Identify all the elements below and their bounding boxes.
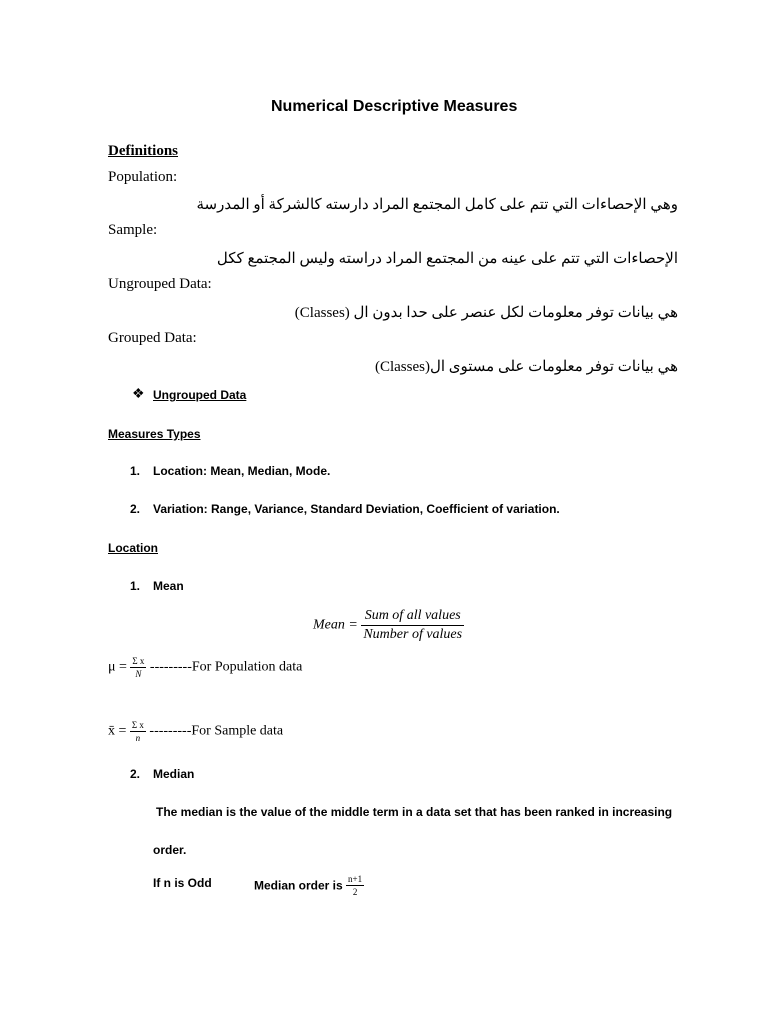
measure-item-number: 2.	[130, 502, 141, 516]
ungrouped-definition-ar: هي بيانات توفر معلومات لكل عنصر على حدا بدون ال (Classes)	[294, 305, 678, 321]
fraction-bar	[346, 885, 364, 886]
ungrouped-data-label: Ungrouped Data:	[108, 276, 212, 292]
ungrouped-data-heading: Ungrouped Data	[153, 388, 247, 402]
median-odd-label: If n is Odd	[153, 876, 212, 890]
median-label: Median	[153, 767, 195, 781]
sample-definition-ar: الإحصاءات التي تتم على عينه من المجتمع المراد دراسته وليس المجتمع ككل	[216, 251, 678, 267]
mean-item-number: 1.	[130, 579, 141, 593]
measure-item-variation: Variation: Range, Variance, Standard Deviation, Coefficient of variation.	[153, 502, 560, 516]
fraction-bar	[130, 667, 146, 668]
mean-fraction	[361, 608, 464, 643]
sample-label: Sample:	[108, 222, 158, 238]
page-title: Numerical Descriptive Measures	[271, 98, 518, 115]
mean-formula	[313, 608, 464, 643]
mu-symbol: μ =	[108, 659, 127, 675]
sample-data-note: ---------For Sample data	[149, 723, 284, 739]
population-label: Population:	[108, 169, 178, 185]
median-order-denominator: 2	[352, 887, 358, 897]
median-order-formula	[254, 874, 364, 897]
population-mean-denominator: N	[135, 669, 142, 679]
sample-mean-fraction	[130, 720, 146, 743]
location-heading: Location	[108, 541, 158, 555]
mean-denominator: Number of values	[363, 627, 463, 642]
population-mean-numerator: Σ x	[132, 656, 145, 666]
grouped-definition-ar: هي بيانات توفر معلومات على مستوى ال(Classes)	[374, 359, 678, 375]
x-bar-symbol: x̄ =	[108, 723, 127, 739]
mean-formula-lhs: Mean =	[313, 617, 358, 633]
sample-mean-formula	[108, 720, 283, 743]
measure-item-number: 1.	[130, 464, 141, 478]
median-order-label: Median order is	[254, 878, 343, 893]
median-order-fraction	[346, 874, 364, 897]
population-mean-formula	[108, 656, 302, 679]
measure-item-location: Location: Mean, Median, Mode.	[153, 464, 331, 478]
mean-numerator: Sum of all values	[364, 608, 461, 623]
sample-mean-numerator: Σ x	[131, 720, 144, 730]
median-order-numerator: n+1	[348, 874, 363, 884]
definitions-heading: Definitions	[108, 143, 179, 159]
fraction-bar	[130, 731, 146, 732]
measures-types-heading: Measures Types	[108, 427, 201, 441]
median-definition-line2: order.	[153, 843, 187, 857]
population-definition-ar: وهي الإحصاءات التي تتم على كامل المجتمع المراد دارسته كالشركة أو المدرسة	[196, 197, 678, 213]
grouped-data-label: Grouped Data:	[108, 330, 197, 346]
mean-label: Mean	[153, 579, 184, 593]
sample-mean-denominator: n	[135, 733, 141, 743]
fraction-bar	[361, 625, 464, 626]
median-item-number: 2.	[130, 767, 141, 781]
population-data-note: ---------For Population data	[149, 659, 303, 675]
diamond-bullet-icon: ❖	[132, 385, 145, 401]
population-mean-fraction	[130, 656, 146, 679]
median-definition-line1: The median is the value of the middle term in a data set that has been ranked in increasing	[156, 805, 673, 819]
